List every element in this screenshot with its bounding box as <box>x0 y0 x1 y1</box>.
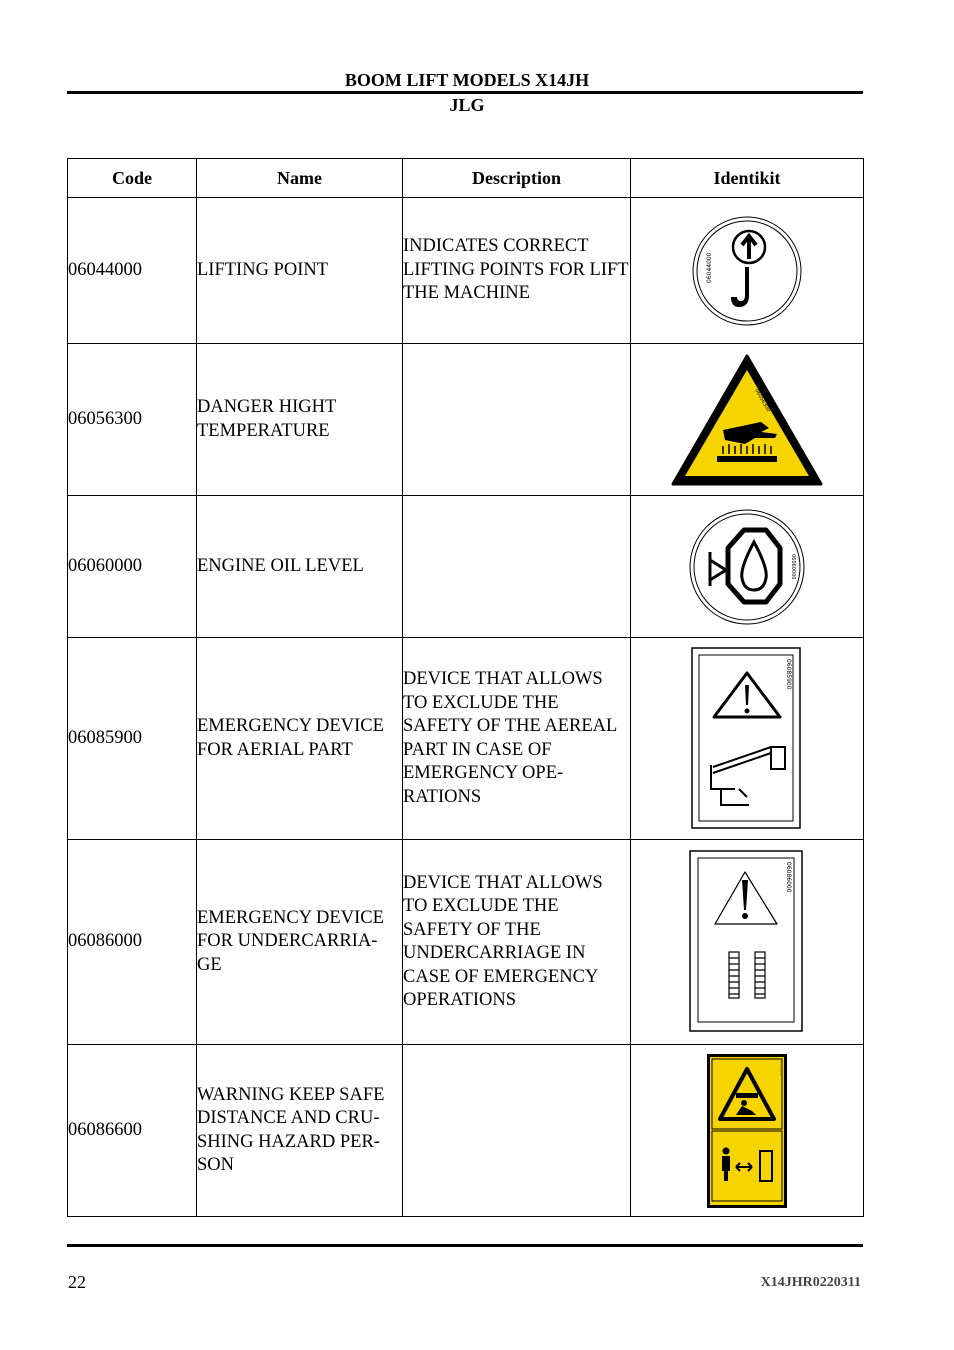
table-row <box>68 1045 864 1217</box>
name-cell: EMERGENCY DEVICE FOR UNDERCARRIA-GE <box>197 840 403 1045</box>
lifting-point-icon <box>691 215 803 327</box>
document-title: BOOM LIFT MODELS X14JH <box>344 70 590 90</box>
table-row <box>68 638 864 840</box>
table-row <box>68 496 864 638</box>
emergency-aerial-decal-icon <box>691 647 803 831</box>
decal-code-label: 06056300 <box>753 387 772 413</box>
code-cell: 06044000 <box>68 198 197 344</box>
description-cell: DEVICE THAT ALLOWS TO EXCLUDE THE SAFETY OF THE AEREAL PART IN CASE OF EMERGENCY OPE-RATIONS <box>403 638 631 840</box>
name-cell: ENGINE OIL LEVEL <box>197 496 403 638</box>
column-header-description: Description <box>403 159 631 198</box>
table-row <box>68 344 864 496</box>
column-header-code: Code <box>68 159 197 198</box>
code-cell: 06086600 <box>68 1045 197 1217</box>
document-id: X14JHR0220311 <box>760 1275 861 1290</box>
decal-code-label: 06086600 <box>779 1060 783 1076</box>
code-cell: 06056300 <box>68 344 197 496</box>
description-cell <box>403 344 631 496</box>
description-cell: DEVICE THAT ALLOWS TO EXCLUDE THE SAFETY OF THE UNDERCARRIAGE IN CASE OF EMERGENCY OPERATIONS <box>403 840 631 1045</box>
decal-code-label: 06060000 <box>790 553 796 579</box>
identikit-cell <box>631 344 864 496</box>
column-header-identikit: Identikit <box>631 159 864 198</box>
decal-code-label: 06085900 <box>785 658 792 690</box>
identikit-cell <box>631 1045 864 1217</box>
identikit-cell <box>631 638 864 840</box>
identikit-cell <box>631 840 864 1045</box>
header-rule <box>67 91 863 94</box>
name-cell: WARNING KEEP SAFE DISTANCE AND CRU-SHING HAZARD PER-SON <box>197 1045 403 1217</box>
name-cell: DANGER HIGHT TEMPERATURE <box>197 344 403 496</box>
table-row <box>68 840 864 1045</box>
column-header-name: Name <box>197 159 403 198</box>
hot-surface-warning-icon <box>669 352 825 488</box>
decal-table <box>67 158 864 1217</box>
name-cell: LIFTING POINT <box>197 198 403 344</box>
description-cell <box>403 1045 631 1217</box>
identikit-cell <box>631 198 864 344</box>
code-cell: 06086000 <box>68 840 197 1045</box>
code-cell: 06060000 <box>68 496 197 638</box>
decal-code-label: 06044000 <box>706 251 713 283</box>
crushing-hazard-keep-distance-icon <box>706 1053 788 1209</box>
decal-code-label: 06086000 <box>785 862 792 893</box>
code-cell: 06085900 <box>68 638 197 840</box>
table-row <box>68 198 864 344</box>
page-number: 22 <box>68 1272 86 1292</box>
emergency-undercarriage-decal-icon <box>689 850 805 1034</box>
document-subtitle: JLG <box>449 95 485 115</box>
description-cell: INDICATES CORRECT LIFTING POINTS FOR LIFT THE MACHINE <box>403 198 631 344</box>
description-cell <box>403 496 631 638</box>
engine-oil-level-icon <box>688 508 806 626</box>
name-cell: EMERGENCY DEVICE FOR AERIAL PART <box>197 638 403 840</box>
table-header-row <box>68 159 864 198</box>
footer-rule <box>67 1244 863 1247</box>
identikit-cell <box>631 496 864 638</box>
